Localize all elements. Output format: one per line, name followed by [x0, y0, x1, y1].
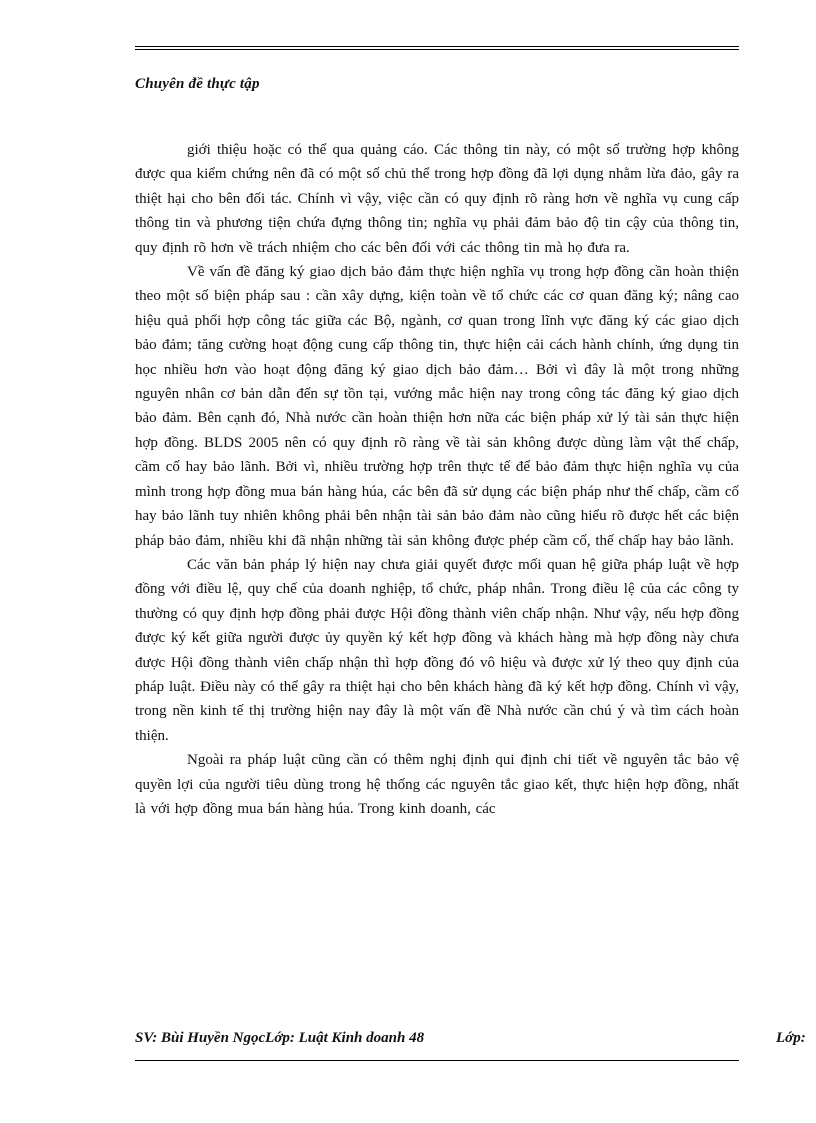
footer-class-label: Lớp: — [776, 1030, 806, 1046]
footer-student-info: SV: Bùi Huyền NgọcLớp: Luật Kinh doanh 48 — [135, 1030, 425, 1046]
paragraph-2: Về vấn đề đăng ký giao dịch bảo đảm thực hiện nghĩa vụ trong hợp đồng cần hoàn thiện theo một số biện pháp sau : cần xây dựng, kiện toàn về tổ chức các cơ quan đăng ký; nâng cao hiệu quả phối hợp công tác giữa các Bộ, ngành, cơ quan trong lĩnh vực đăng ký các giao dịch bảo đảm; tăng cường hoạt động cung cấp thông tin, thực hiện cải cách hành chính, ứng dụng tin học nhiều hơn vào hoạt động đăng ký giao dịch bảo đảm… Bởi vì đây là một trong những nguyên nhân cơ bản dẫn đến sự tồn tại, vướng mắc hiện nay trong công tác đăng ký giao dịch bảo đảm. Bên cạnh đó, Nhà nước cần hoàn thiện hơn nữa các biện pháp xử lý tài sản thực hiện hợp đồng. BLDS 2005 nên có quy định rõ ràng về tài sản không được dùng làm vật thế chấp, cầm cố hay bảo lãnh. Bởi vì, nhiều trường hợp trên thực tế để bảo đảm thực hiện nghĩa vụ của mình trong hợp đồng mua bán hàng húa, các bên đã sử dụng các biện pháp như thế chấp, cầm cố hay bảo lãnh tuy nhiên không phải bên nhận tài sản bảo đảm nào cũng hiểu rõ được hết các biện pháp bảo đảm, nhiều khi đã nhận những tài sản không được phép cầm cố, thế chấp hay bảo lãnh. — [135, 264, 739, 549]
paragraph-4: Ngoài ra pháp luật cũng cần có thêm nghị định qui định chi tiết về nguyên tắc bảo vệ quyền lợi của người tiêu dùng trong hệ thống các nguyên tắc giao kết, thực hiện hợp đồng, nhất là với hợp đồng mua bán hàng húa. Trong kinh doanh, các — [135, 752, 739, 817]
paragraph-3: Các văn bản pháp lý hiện nay chưa giải quyết được mối quan hệ giữa pháp luật về hợp đồng với điều lệ, quy chế của doanh nghiệp, tổ chức, pháp nhân. Trong điều lệ của các công ty thường có quy định hợp đồng phải được Hội đồng thành viên chấp nhận. Như vậy, nếu hợp đồng được ký kết giữa người được ủy quyền ký kết hợp đồng và khách hàng mà hợp đồng này chưa được Hội đồng thành viên chấp nhận thì hợp đồng đó vô hiệu và được xử lý theo quy định của pháp luật. Điều này có thể gây ra thiệt hại cho bên khách hàng đã ký kết hợp đồng. Chính vì vậy, trong nền kinh tế thị trường hiện nay đây là một vấn đề Nhà nước cần chú ý và tìm cách hoàn thiện. — [135, 556, 739, 744]
paragraph-1: giới thiệu hoặc có thể qua quảng cáo. Các thông tin này, có một số trường hợp không được qua kiểm chứng nên đã có một số chủ thể trong hợp đồng đã lợi dụng nhằm lừa đảo, gây ra thiệt hại cho bên đối tác. Chính vì vậy, việc cần có quy định rõ ràng hơn về nghĩa vụ cung cấp thông tin và phương tiện chứa đựng thông tin; nghĩa vụ phải đảm bảo độ tin cậy của thông tin, quy định rõ hơn về trách nhiệm cho các bên đối với các thông tin mà họ đưa ra. — [135, 142, 739, 256]
header-rule — [135, 46, 739, 50]
footer-rule — [135, 1060, 739, 1061]
page-header-title: Chuyên đề thực tập — [135, 76, 260, 92]
document-body — [135, 138, 739, 821]
